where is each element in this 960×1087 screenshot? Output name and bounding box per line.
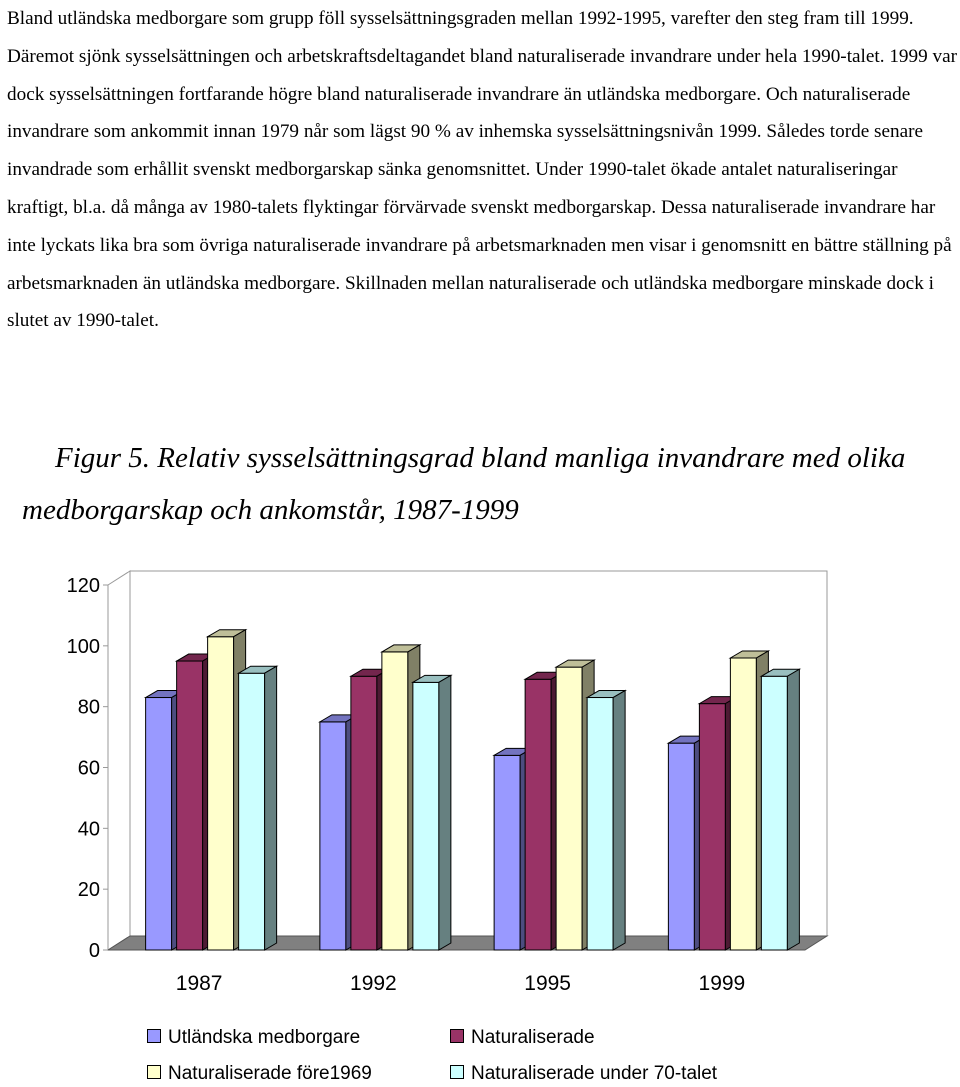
bar <box>413 675 451 950</box>
bar-front <box>699 704 725 950</box>
legend-item <box>147 1026 360 1050</box>
x-tick-label: 1987 <box>175 972 223 995</box>
bar-front <box>177 661 203 950</box>
bar-side <box>613 691 625 950</box>
legend-swatch <box>147 1065 161 1079</box>
bar-front <box>494 755 520 950</box>
bar-front <box>525 679 551 950</box>
y-tick-label: 0 <box>88 940 100 962</box>
bar-front <box>239 673 265 950</box>
y-tick-label: 60 <box>77 757 100 780</box>
x-axis-ticks <box>176 972 745 995</box>
y-tick-label: 80 <box>77 696 100 719</box>
y-tick-label: 20 <box>77 879 100 902</box>
bar <box>761 669 799 950</box>
legend-label: Naturaliserade <box>471 1027 595 1048</box>
bar-front <box>351 676 377 950</box>
bar-front <box>413 682 439 950</box>
y-axis-ticks <box>67 575 108 962</box>
caption-line-2: medborgarskap och ankomstår, 1987-1999 <box>22 494 519 526</box>
x-tick-label: 1995 <box>524 972 571 995</box>
x-tick-label: 1992 <box>350 972 397 995</box>
bar <box>587 691 625 950</box>
bar-side <box>265 666 277 950</box>
bar-front <box>320 722 346 950</box>
y-tick-label: 120 <box>66 575 100 597</box>
side-wall <box>108 571 130 950</box>
bar-front <box>668 743 694 950</box>
bar-chart <box>0 560 960 1020</box>
legend-swatch <box>147 1029 161 1043</box>
bar-front <box>587 698 613 950</box>
bar-side <box>787 669 799 950</box>
figure-caption <box>22 432 960 536</box>
caption-line-1: Figur 5. Relativ sysselsättningsgrad bland manliga invandrare med olika <box>55 442 906 474</box>
y-tick-label: 40 <box>77 818 100 841</box>
bar-front <box>730 658 756 950</box>
legend-label: Naturaliserade under 70-talet <box>471 1063 718 1084</box>
bar-front <box>146 698 172 950</box>
x-tick-label: 1999 <box>698 972 746 995</box>
legend-label: Utländska medborgare <box>168 1027 361 1048</box>
legend-swatch <box>450 1029 464 1043</box>
bar <box>239 666 277 950</box>
bar-front <box>761 676 787 950</box>
legend-item <box>147 1062 372 1086</box>
bar-front <box>208 637 234 950</box>
legend-item <box>450 1026 595 1050</box>
y-tick-label: 100 <box>66 635 100 658</box>
legend-swatch <box>450 1065 464 1079</box>
legend-item <box>450 1062 717 1086</box>
bar-front <box>382 652 408 950</box>
bar-front <box>556 667 582 950</box>
paragraph-text: Bland utländska medborgare som grupp föll sysselsättningsgraden mellan 1992-1995, varefter den steg fram till 1999. Däremot sjönk sysselsättningen och arbetskraftsdeltagandet bland naturaliserade invandrare under hela 1990-talet. 1999 var dock sysselsättningen fortfarande högre bland naturaliserade invandrare än utländska medborgare. Och naturaliserade invandrare som ankommit innan 1979 når som lägst 90 % av inhemska sysselsättningsnivån 1999. Således torde senare invandrade som erhållit svenskt medborgarskap sänka genomsnittet. Under 1990-talet ökade antalet naturaliseringar kraftigt, bl.a. då många av 1980-talets flyktingar förvärvade svenskt medborgarskap. Dessa naturaliserade invandrare har inte lyckats lika bra som övriga naturaliserade invandrare på arbetsmarknaden men visar i genomsnitt en bättre ställning på arbetsmarknaden än utländska medborgare. Skillnaden mellan naturaliserade och utländska medborgare minskade dock i slutet av 1990-talet. <box>7 8 957 332</box>
body-paragraph <box>7 0 957 340</box>
legend-label: Naturaliserade före1969 <box>168 1063 372 1084</box>
bar-side <box>439 675 451 950</box>
